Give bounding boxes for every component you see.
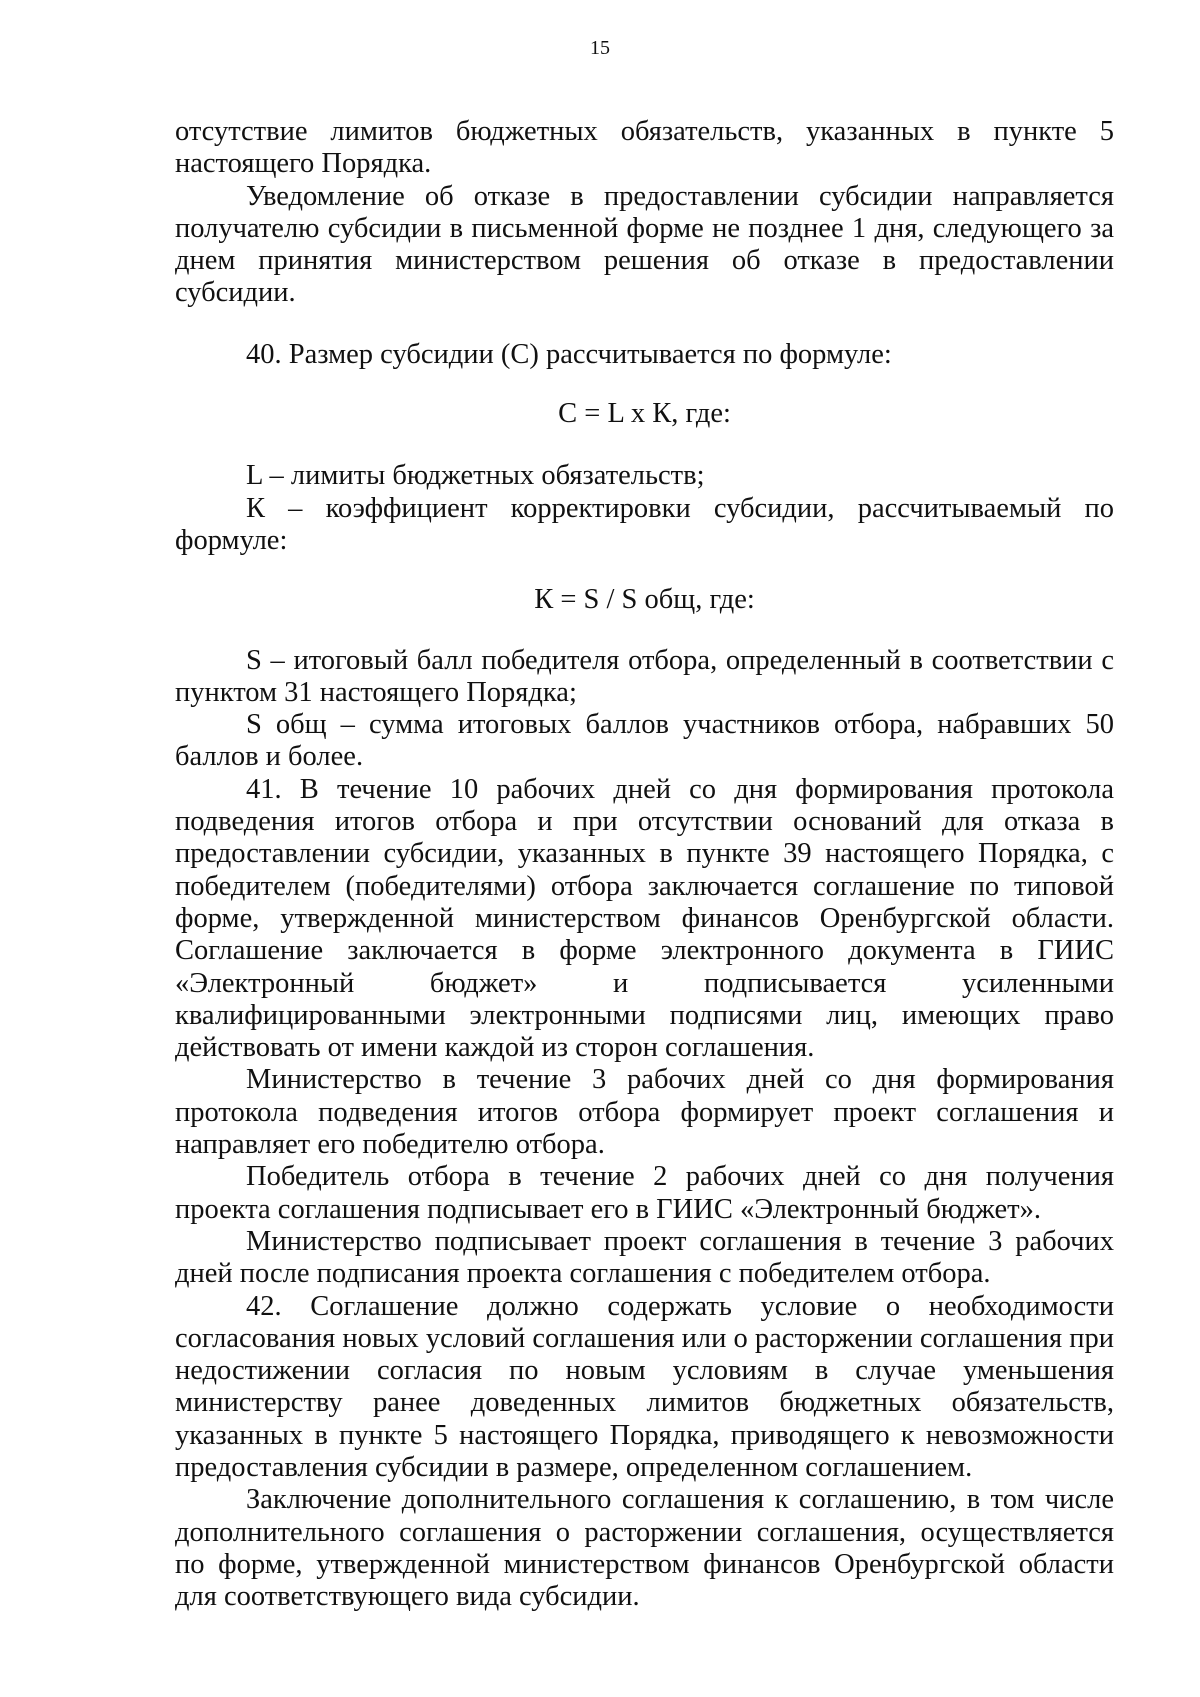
paragraph-additional-agreement: Заключение дополнительного соглашения к соглашению, в том числе дополнительного соглашения о расторжении соглашения, осуществляется по форме, утвержденной министерством финансов Оренбургской области для соответствующего вида субсидии. — [175, 1484, 1114, 1613]
spacer — [175, 617, 1114, 645]
spacer — [175, 310, 1114, 339]
paragraph-item-41: 41. В течение 10 рабочих дней со дня формирования протокола подведения итогов отбора и при отсутствии оснований для отказа в предоставлении субсидии, указанных в пункте 39 настоящего Порядка, с победителем (победителями) отбора заключается соглашение по типовой форме, утвержденной министерством финансов Оренбургской области. Соглашение заключается в форме электронного документа в ГИИС «Электронный бюджет» и подписывается усиленными квалифицированными электронными подписями лиц, имеющих право действовать от имени каждой из сторон соглашения. — [175, 773, 1114, 1064]
paragraph-definition-s-total: S общ – сумма итоговых баллов участников отбора, набравших 50 баллов и более. — [175, 709, 1114, 773]
paragraph-limits-absence: отсутствие лимитов бюджетных обязательств, указанных в пункте 5 настоящего Порядка. — [175, 116, 1114, 180]
paragraph-definition-k: К – коэффициент корректировки субсидии, рассчитываемый по формуле: — [175, 492, 1114, 556]
paragraph-item-42: 42. Соглашение должно содержать условие о необходимости согласования новых условий соглашения или о расторжении соглашения при недостижении согласия по новым условиям в случае уменьшения министерству ранее доведенных лимитов бюджетных обязательств, указанных в пункте 5 настоящего Порядка, приводящего к невозможности предоставления субсидии в размере, определенном соглашением. — [175, 1290, 1114, 1483]
spacer — [175, 371, 1114, 398]
paragraph-refusal-notice: Уведомление об отказе в предоставлении субсидии направляется получателю субсидии в письменной форме не позднее 1 дня, следующего за днем принятия министерством решения об отказе в предоставлении субсидии. — [175, 180, 1114, 309]
document-body — [175, 116, 1114, 1613]
page-number: 15 — [590, 37, 610, 59]
paragraph-ministry-signs: Министерство подписывает проект соглашения в течение 3 рабочих дней после подписания проекта соглашения с победителем отбора. — [175, 1225, 1114, 1290]
paragraph-ministry-draft: Министерство в течение 3 рабочих дней со дня формирования протокола подведения итогов отбора формирует проект соглашения и направляет его победителю отбора. — [175, 1064, 1114, 1161]
spacer — [175, 430, 1114, 460]
spacer — [175, 557, 1114, 584]
paragraph-definition-l: L – лимиты бюджетных обязательств; — [246, 460, 705, 492]
paragraph-definition-s: S – итоговый балл победителя отбора, определенный в соответствии с пунктом 31 настоящего Порядка; — [175, 644, 1114, 708]
paragraph-winner-signs: Победитель отбора в течение 2 рабочих дней со дня получения проекта соглашения подписывает его в ГИИС «Электронный бюджет». — [175, 1161, 1114, 1225]
formula-coefficient: К = S / S общ, где: — [534, 584, 755, 616]
formula-subsidy: С = L х К, где: — [558, 398, 731, 430]
paragraph-item-40: 40. Размер субсидии (С) рассчитывается по формуле: — [246, 338, 892, 370]
